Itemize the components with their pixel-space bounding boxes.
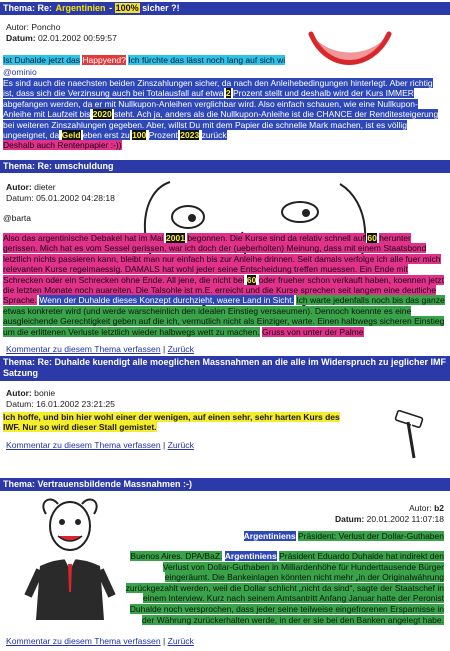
post2-num-60b: 60 — [246, 274, 257, 285]
post3-comment-link[interactable]: Kommentar zu diesem Thema verfassen — [6, 440, 161, 450]
post4-headline-rest: Präsident: Verlust der Dollar-Guthaben — [298, 531, 444, 541]
post1-body-3: steht. Ach ja, anders als die Nullkupon-Anleihe ist die CHANCE der Renditesteigerung bei weiteren Zinszahlungen gegeben. Aber, willst Du mit dem Papier die schnelle Mark machen, ist es völlig ungeeignet, da — [3, 109, 439, 141]
post2-mention-text: @barta — [3, 213, 32, 223]
post3-author: bonie — [34, 388, 56, 398]
post2-author: dieter — [34, 182, 56, 192]
post4-date: 20.01.2002 11:07:18 — [366, 514, 444, 524]
post2-comment-link[interactable]: Kommentar zu diesem Thema verfassen — [6, 344, 161, 354]
post2-link-sep: | — [163, 344, 166, 354]
post2-p-f: Ich warte jedenfalls noch bis das ganze etwas konkreter wird (und werde warscheinlich den idealen Einstieg versaeumen). Dennoch koennte es eine ausgleichende Gerechtigkeit geben auf die ich, vermutlich nicht als Einziger, warte. Einen halbwegs sicheren Einstieg um die erlittenen Verluste letztlich wieder halbwegs wett zu machen. — [3, 295, 445, 337]
post1-date-row — [6, 33, 117, 44]
post4-headline-country: Argentiniens — [243, 531, 296, 541]
post1-body — [3, 78, 445, 151]
post4-date-label: Datum: — [334, 514, 365, 524]
post2-p-e: Wenn der Duhalde dieses Konzept durchzieht, waere Land in Sicht. — [39, 295, 294, 306]
post3-author-row — [6, 388, 55, 399]
post4-author-row — [124, 503, 444, 513]
suited-man-drawing — [24, 492, 116, 620]
post2-author-label: Autor: — [6, 182, 32, 192]
post2-back-link[interactable]: Zurück — [167, 344, 194, 354]
post3-body — [3, 412, 355, 433]
hammer-icon — [390, 410, 430, 464]
post2-date-label: Datum: — [6, 193, 34, 203]
post1-title-bar — [0, 2, 450, 15]
post1-body-2: Prozent stellt und deshalb wird der Kurs IMMER abgefangen werden, da er mit Nullkupon-Anleihen verglichbar wird. Also einfach schauen, wie eine Nullkupon-Anleihe mit Laufzeit bis — [3, 88, 418, 120]
post1-date-label: Datum: — [6, 33, 36, 43]
post1-mention-text: @ominio — [3, 67, 37, 77]
post1-date: 02.01.2002 00:59:57 — [38, 33, 117, 43]
post2-date-row — [6, 193, 115, 204]
post4-title-bar — [0, 478, 450, 491]
post3-date-row — [6, 399, 115, 410]
post4-author-label: Autor: — [409, 503, 432, 513]
post4-body — [118, 551, 444, 625]
post2-p-b: begonnen. Die Kurse sind da relativ schnell auf — [187, 233, 365, 243]
post4-links — [6, 636, 194, 646]
post3-date: 16.01.2002 23:21:25 — [36, 399, 115, 409]
post1-body-5: Prozent — [148, 130, 178, 141]
post3-links — [6, 440, 194, 450]
post2-year-2001: 2001 — [166, 233, 185, 243]
post2-body — [3, 233, 445, 337]
post4-body-country: Argentiniens — [224, 551, 277, 561]
post4-title: Thema: Vertrauensbildende Massnahmen :-) — [3, 479, 193, 489]
post4-author: b2 — [434, 503, 444, 513]
post4-body-a: Buenos Aires. DPA/BaZ. — [130, 551, 223, 561]
post3-link-sep: | — [163, 440, 166, 450]
post3-date-label: Datum: — [6, 399, 34, 409]
post3-back-link[interactable]: Zurück — [167, 440, 194, 450]
post1-body-1: Es sind auch die naechsten beiden Zinszahlungen sicher, da nach den Anleihebedingungen hinterlegt. Aber richtig ist, dass sich die Verzinsung auch bei Totalausfall auf etwa — [3, 78, 433, 99]
post1-body-6: zurück — [201, 130, 227, 141]
post1-line1-b: Ich fürchte das lässt noch lang auf sich wi — [128, 55, 286, 65]
post1-num-100: 100 — [132, 130, 147, 141]
post4-headline — [124, 531, 444, 541]
post2-p-g: Gruss von unter der Palme — [261, 326, 364, 337]
post1-year-2023: 2023 — [180, 130, 200, 141]
post3-body-text: Ich hoffe, und bin hier wohl einer der wenigen, auf einen sehr, sehr harten Kurs des IWF. Nur so wird dieser Stall gemistet. — [3, 412, 340, 433]
post2-date: 05.01.2002 04:28:18 — [36, 193, 115, 203]
post1-title-prefix: Thema: Re: — [3, 3, 53, 13]
post2-num-60: 60 — [367, 233, 377, 243]
post1-author-label: Autor: — [6, 22, 29, 32]
post1-year-2020: 2020 — [92, 109, 112, 120]
post3-title: Thema: Re: Duhalde kuendigt alle moeglichen Massnahmen an die alle im Widerspruch zu jeglicher IMF Satzung — [3, 357, 447, 378]
post1-author: Poncho — [31, 22, 61, 32]
post4-body-b: Präsident Eduardo Duhalde hat indirekt den Verlust von Dollar-Guthaben in Milliardenhöhe für Hunderttausende Bürger eingeräumt. Die Bankeinlagen könnten nicht mehr „in der Originalwährung zurückgezahlt werden, weil die Dollar schlicht „nicht da sind“, sagte der Staatschef in einem Interview. Kurz nach seinem Amtsantritt Anfang Januar hatte der Peronist Duhalde noch versprochen, dass jeder seine teilweise eingefrorenen Ersparnisse in der Währung zurückerhalten werde, in der er sie bei den Banken angelegt habe. — [125, 551, 444, 625]
post3-title-bar — [0, 356, 450, 381]
post1-title-sep: - — [109, 3, 113, 13]
post1-mention — [3, 67, 37, 78]
post2-mention — [3, 213, 31, 224]
post1-body-7: Deshalb auch Rentenpapier :-)) — [3, 140, 122, 151]
post4-comment-link[interactable]: Kommentar zu diesem Thema verfassen — [6, 636, 161, 646]
post1-title-percent: 100% — [115, 3, 139, 13]
post2-links — [6, 344, 194, 354]
post3-author-label: Autor: — [6, 388, 32, 398]
post2-author-row — [6, 182, 56, 193]
post4-back-link[interactable]: Zurück — [167, 636, 194, 646]
post1-line1 — [3, 55, 445, 65]
post1-num-2: 2 — [225, 88, 231, 99]
post1-geld: Geld — [61, 130, 81, 141]
post2-p-a: Also das argentinische Debakel hat im Mai — [3, 233, 164, 243]
post1-happyend: Happyend? — [82, 55, 126, 65]
post1-body-4: eben erst zu — [82, 130, 130, 141]
post1-author-row — [6, 22, 60, 33]
post4-date-row — [124, 514, 444, 524]
post2-p-d: oder frueher schon verkauft haben, koennen jetzt die letzten Monate noch auareiten. Die Talsohle ist m.E. erreicht und die Kurse sprechen seit langem eine deutliche Sprache. — [3, 274, 444, 306]
post1-title-country: Argentinien — [55, 3, 106, 13]
post1-line1-a: Ist Duhalde jetzt das — [3, 55, 81, 65]
post4-link-sep: | — [163, 636, 166, 646]
post2-p-c: herunter gerissen. Mich hat es vom Sessel gerissen, war ich doch der (ueberholten) Meinung, dass mit einem Staatsbond letztlich nichts passieren kann, bleibt man nur einfach bis zur Anleihe drinnen. Seit damals verfolge ich alle fuer mich relevanten Kurse regelmaessig. DAMALS hat wohl jeder seine Entscheidung treffen muessen. Ein Ende mit Schrecken oder ein Schrecken ohne Ende. All jene, die nicht bei — [3, 233, 441, 285]
post2-title: Thema: Re: umschuldung — [3, 161, 114, 171]
post1-title-suffix: sicher ?! — [142, 3, 180, 13]
